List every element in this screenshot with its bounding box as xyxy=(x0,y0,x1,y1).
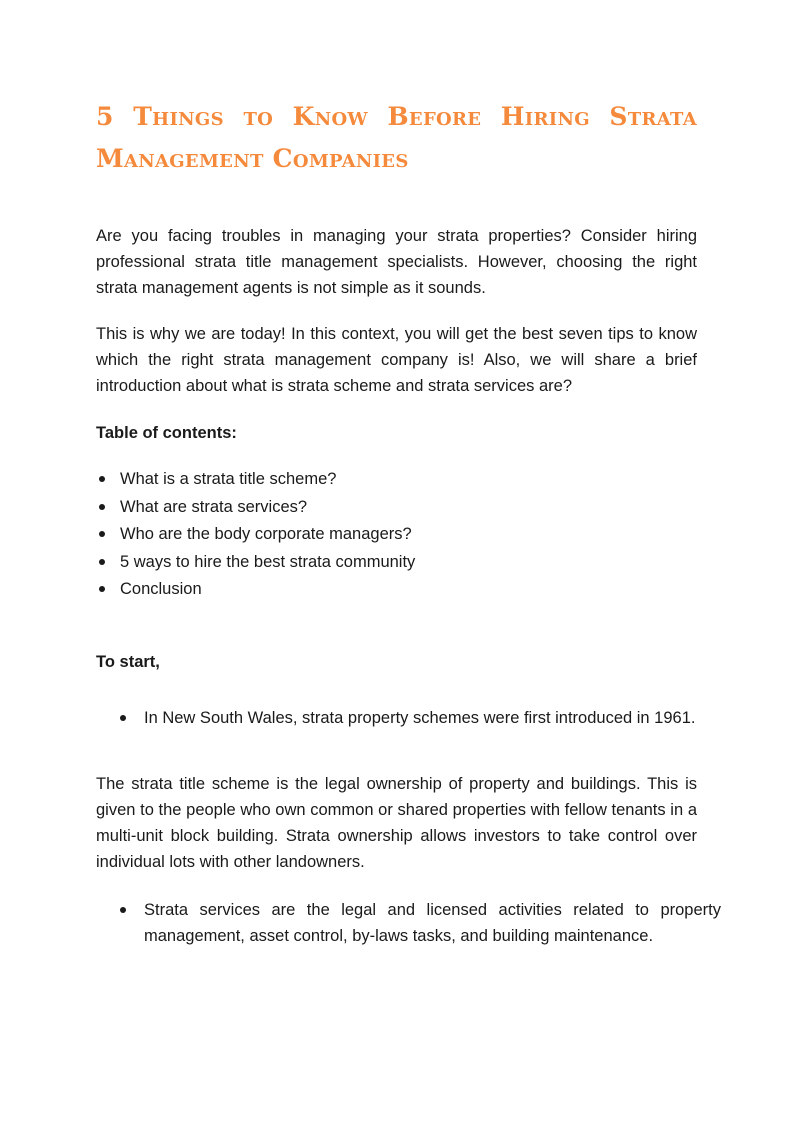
intro-paragraph-2: This is why we are today! In this context, you will get the best seven tips to know which the right strata management company is! Also, we will share a brief introduction about what is strata scheme and strata services are? xyxy=(96,325,697,395)
bullet-paragraph-text: Strata services are the legal and licensed activities related to property management, asset control, by-laws tasks, and building maintenance. xyxy=(144,901,721,945)
toc-heading: Table of contents: xyxy=(96,424,237,442)
toc-item-label: Conclusion xyxy=(120,580,202,598)
toc-item xyxy=(96,549,415,577)
toc-item-label: What is a strata title scheme? xyxy=(120,470,337,488)
toc-item xyxy=(96,521,415,549)
bullet-icon xyxy=(99,531,105,537)
bullet-icon xyxy=(120,907,126,913)
toc-list xyxy=(96,466,415,604)
bullet-icon xyxy=(99,559,105,565)
section-heading-to-start: To start, xyxy=(96,653,160,671)
toc-item-label: What are strata services? xyxy=(120,497,308,516)
body-paragraph-strata-title: The strata title scheme is the legal ownership of property and buildings. This is given to the people who own common or shared properties with fellow tenants in a multi-unit block building. Strata ownership allows investors to take control over individual lots with other landowners. xyxy=(96,775,697,871)
toc-item xyxy=(96,466,415,494)
bullet-paragraph-text: In New South Wales, strata property schemes were first introduced in 1961. xyxy=(144,709,696,727)
toc-item-label: 5 ways to hire the best strata community xyxy=(120,552,416,571)
bullet-icon xyxy=(99,504,105,510)
intro-paragraph-1: Are you facing troubles in managing your strata properties? Consider hiring professional strata title management specialists. However, choosing the right strata management agents is not simple as it sounds. xyxy=(96,227,697,297)
bullet-icon xyxy=(120,715,126,721)
bullet-icon xyxy=(99,476,105,482)
document-title: 5 Things to Know Before Hiring Strata Management Companies xyxy=(96,102,697,173)
toc-item-label: Who are the body corporate managers? xyxy=(120,525,412,543)
bullet-paragraph-strata-services xyxy=(120,897,721,949)
toc-item xyxy=(96,494,415,522)
toc-item xyxy=(96,576,415,604)
bullet-paragraph-nsw xyxy=(120,703,721,734)
bullet-icon xyxy=(99,586,105,592)
